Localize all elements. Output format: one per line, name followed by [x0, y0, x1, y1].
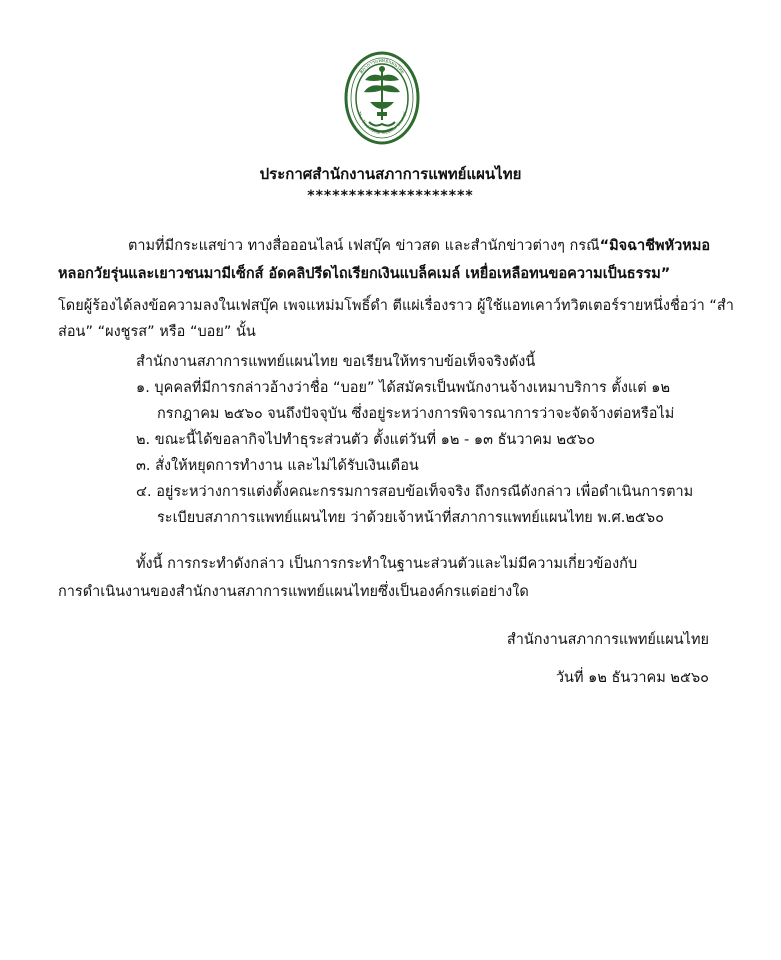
announcement-title: ประกาศสำนักงานสภาการแพทย์แผนไทย [259, 165, 522, 183]
intro-line-2: หลอกวัยรุ่นและเยาวชนมามีเซ็กส์ อัดคลิปรีดไถเรียกเงินแบล็คเมล์ เหยื่อเหลือทนขอความเป็นธรรม” [58, 266, 671, 282]
closing-line-1: ทั้งนี้ การกระทำดังกล่าว เป็นการกระทำในฐานะส่วนตัวและไม่มีความเกี่ยวข้องกับ [136, 556, 638, 572]
intro-line-4: ส่อน” “ผงชูรส” หรือ “บอย” นั้น [58, 324, 256, 340]
item-4-line-2: ระเบียบสภาการแพทย์แผนไทย ว่าด้วยเจ้าหน้าที่สภาการแพทย์แผนไทย พ.ศ.๒๕๖๐ [157, 510, 664, 526]
item-1-line-2: กรกฎาคม ๒๕๖๐ จนถึงปัจจุบัน ซึ่งอยู่ระหว่างการพิจารณาการว่าจะจัดจ้างต่อหรือไม่ [157, 406, 675, 422]
intro-line-1 [128, 236, 728, 256]
council-seal-logo [343, 50, 421, 146]
item-2-line-1: ๒. ขณะนี้ได้ขอลากิจไปทำธุระส่วนตัว ตั้งแต่วันที่ ๑๒ - ๑๓ ธันวาคม ๒๕๖๐ [136, 432, 596, 448]
signature-org: สำนักงานสภาการแพทย์แผนไทย [506, 632, 709, 648]
lead-sentence: สำนักงานสภาการแพทย์แผนไทย ขอเรียนให้ทราบข้อเท็จจริงดังนี้ [136, 354, 536, 370]
intro-line-3: โดยผู้ร้องได้ลงข้อความลงในเฟสบุ๊ค เพจแหม่มโพธิ์ดำ ตีแผ่เรื่องราว ผู้ใช้แอทเคาว์ทวิตเตอร์รายหนึ่งชื่อว่า “สำ [58, 298, 734, 314]
item-4-line-1: ๔. อยู่ระหว่างการแต่งตั้งคณะกรรมการสอบข้อเท็จจริง ถึงกรณีดังกล่าว เพื่อดำเนินการตาม [136, 484, 694, 500]
intro-line-1-bold: “มิจฉาชีพหัวหมอ [599, 238, 711, 254]
closing-line-2: การดำเนินงานของสำนักงานสภาการแพทย์แผนไทยซึ่งเป็นองค์กรแต่อย่างใด [58, 584, 529, 600]
intro-line-1-normal: ตามที่มีกระแสข่าว ทางสื่อออนไลน์ เฟสบุ๊ค ข่าวสด และสำนักข่าวต่างๆ กรณี [128, 238, 600, 254]
seal-text-bottom: The Traditional Medical Council [355, 111, 409, 137]
item-1-line-1: ๑. บุคคลที่มีการกล่าวอ้างว่าชื่อ “บอย” ได้สมัครเป็นพนักงานจ้างเหมาบริการ ตั้งแต่ ๑๒ [136, 380, 671, 396]
signature-date: วันที่ ๑๒ ธันวาคม ๒๕๖๐ [555, 670, 709, 686]
seal-text-top: สภาการแพทย์แผนไทย [358, 57, 406, 76]
item-3-line-1: ๓. สั่งให้หยุดการทำงาน และไม่ได้รับเงินเดือน [136, 458, 419, 474]
title-divider: ******************** [307, 188, 474, 204]
